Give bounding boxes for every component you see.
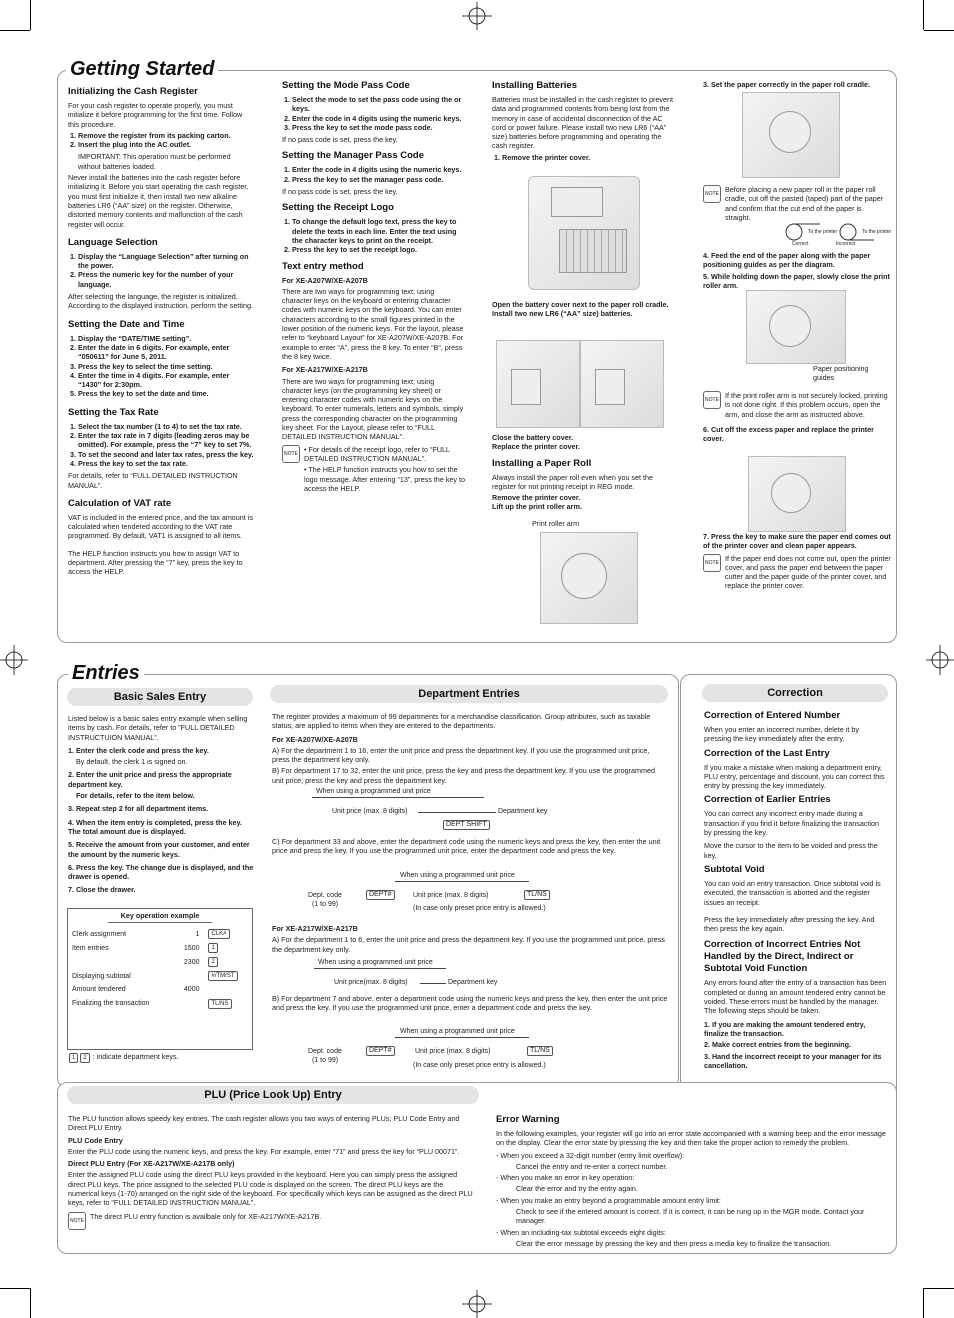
- paper-roll-step: Remove the printer cover.: [492, 493, 581, 503]
- total-key: TL/NS: [524, 890, 550, 900]
- key-example-label: Item entries: [72, 944, 109, 952]
- basic-step: 2. Enter the unit price and press the appropriate department key.: [68, 770, 232, 789]
- key-example-row: [68, 927, 252, 941]
- lang-after: After selecting the language, the register is initialized. According to the displayed instruction, perform the setting.: [68, 292, 253, 311]
- diagram-dept-code: Dept. code: [308, 1048, 342, 1055]
- text-entry-para: There are two ways for programming text; using character keys on the keyboard or entering character codes with numeric keys on the keyboard. You can enter characters according to the small figures printed in the lower position of the numeric keys. For the layout, please refer to “keyboard Layout” for XE-A207W/XE-A207B. For example to enter “A”, press the 8 key. To enter “B”, press the 8 key twice.: [282, 286, 464, 361]
- init-text: For your cash register to operate properly, you must initialize it before programming for the first time. Follow this procedure.: [68, 101, 243, 129]
- correction-text: Press the key immediately after pressing the key. And then press the key again.: [704, 914, 875, 934]
- key-example-label: Clerk assignment: [72, 930, 127, 938]
- department-217: [272, 924, 668, 956]
- paper-roll: [769, 305, 811, 347]
- battery-text: Batteries must be installed in the cash register to prevent data and programmed contents from being lost from the memory in case of accidental disconnection of the AC cord or power failure. Please install two new LR6 (“AA” size) batteries before programming and operating the cash register.: [492, 95, 673, 151]
- total-key: TL/NS: [208, 999, 231, 1009]
- battery-heading: Installing Batteries: [492, 80, 577, 91]
- correction-text: If you make a mistake when making a department entry, PLU entry, percentage and discount, you can correct this entry by pressing the key immediately.: [704, 762, 885, 791]
- logo-step: 2. Press the key to set the receipt logo.: [292, 245, 466, 254]
- printer-cover: [551, 187, 603, 217]
- dept-key-footnote: [68, 1052, 179, 1063]
- error-case-text: When you make an error in key operation:: [500, 1173, 635, 1183]
- basic-sales-column: [68, 714, 254, 897]
- keyboard: [559, 229, 627, 273]
- battery-step: 1. Remove the printer cover.: [502, 153, 676, 162]
- paper-roll: [771, 473, 811, 513]
- gs-col4-step7: [703, 532, 891, 596]
- entries-title: Entries: [68, 662, 144, 684]
- dept-hash-key: DEPT#: [366, 890, 395, 900]
- key-example-label: Finalizing the transaction: [72, 999, 150, 1007]
- diagram-dept-code: Dept. code: [308, 892, 342, 899]
- paper-roll-cradle-illustration: [742, 92, 840, 178]
- dept-intro: The register provides a maximum of 99 departments for a merchandise classification. Group attributes, such as taxable status, are applied to items when they are entered to the departments.: [272, 712, 651, 731]
- key-example-value: 1500: [183, 944, 200, 952]
- key-example-row: [68, 941, 252, 955]
- error-remedy: Clear the error and try the entry again.: [516, 1184, 638, 1194]
- key-example-value: 4000: [183, 986, 200, 994]
- gs-column-2: [282, 80, 466, 498]
- diagram-unit-price: Unit price(max. 8 digits): [334, 979, 408, 986]
- key-example-row: [68, 997, 252, 1011]
- diagram-range: (1 to 99): [312, 901, 339, 908]
- paper-guides-label: Paper positioning guides: [813, 364, 869, 383]
- key-example-value: 1: [195, 930, 200, 938]
- text-entry-sub: For XE-A207W/XE-A207B: [282, 275, 368, 285]
- gs-column-3: [492, 80, 676, 165]
- key-example-row: [68, 969, 252, 983]
- to-printer-label: To the printer: [808, 229, 838, 235]
- mgr-step: 1. Enter the code in 4 digits using the numeric keys.: [292, 165, 466, 174]
- paper-roll-text: Always install the paper roll even when you set the register for not printing receipt in REG mode.: [492, 472, 654, 491]
- diagram-arrow: [420, 983, 446, 984]
- plu-heading: Direct PLU Entry (For XE-A217W/XE-A217B only): [68, 1159, 235, 1169]
- error-case: - When you make an entry beyond a programmable amount entry limit:: [496, 1195, 721, 1205]
- basic-step: 4. When the item entry is completed, press the key. The total amount due is displayed.: [68, 817, 243, 836]
- key-example-value: [174, 969, 203, 983]
- correction-step: 3. Hand the incorrect receipt to your manager for its cancellation.: [704, 1051, 882, 1070]
- diagram-caption: When using a programmed unit price: [316, 788, 431, 795]
- dept-shift-key: DEPT SHIFT: [443, 820, 490, 830]
- mode-step: 2. Enter the code in 4 digits using the numeric keys.: [292, 114, 466, 123]
- error-case: - When you make an error in key operation:: [496, 1173, 635, 1183]
- battery-illustration-1: [496, 340, 580, 428]
- correction-text: Any errors found after the entry of a transaction has been completed or during an amount tendered entry cannot be voided. These errors must be handled by the manager. The following steps should be taken.: [704, 978, 887, 1016]
- dept-sub: For XE-A207W/XE-A207B: [272, 734, 358, 744]
- date-step: 2. Enter the date in 6 digits. For example, enter “050611” for June 5, 2011.: [78, 343, 254, 362]
- diagram-dept-key: Department key: [498, 808, 548, 815]
- gs-col4-note1: [703, 182, 889, 227]
- dept-para: B) For department 17 to 32, enter the unit price, press the key and press the department key. If you use the programmed unit price, press the key and press the department key.: [272, 766, 656, 785]
- gs-col4-step3: 3. Set the paper correctly in the paper roll cradle.: [703, 80, 870, 89]
- paper-step: 4. Feed the end of the paper along with the paper positioning guides as per the diagram.: [703, 251, 871, 270]
- error-warning-column: [496, 1114, 888, 1250]
- mode-step: 3. Press the key to set the mode pass code.: [292, 123, 466, 132]
- gs-col4-note2: [703, 388, 889, 445]
- crop-mark: [924, 1288, 954, 1289]
- diagram-preset-note: (In case only preset price entry is allowed.): [413, 905, 546, 912]
- battery-step: Open the battery cover next to the paper roll cradle.: [492, 300, 669, 309]
- vat-help: The HELP function instructs you how to assign VAT to department. After pressing the “7” key, press the key to access the HELP.: [68, 548, 243, 577]
- paper-step: 6. Cut off the excess paper and replace the printer cover.: [703, 424, 874, 444]
- note-text: If the paper end does not come out, open the printer cover, and pass the paper end between the paper cutter and the paper guide of the printer cover, and replace the printer cover.: [725, 553, 891, 591]
- tax-step: 2. Enter the tax rate in 7 digits (leading zeros may be omitted). For example, press the “7” key to set 7%.: [78, 431, 254, 450]
- correction-step: 2. Make correct entries from the beginning.: [704, 1040, 851, 1050]
- gs-col4-steps45: [703, 251, 891, 292]
- date-step: 5. Press the key to set the date and time.: [78, 389, 254, 398]
- tax-step: 1. Select the tax number (1 to 4) to set the tax rate.: [78, 422, 254, 431]
- registration-mark-top: [462, 2, 492, 30]
- diagram-line: [314, 968, 446, 969]
- basic-step: 3. Repeat step 2 for all department items.: [68, 804, 209, 814]
- lang-heading: Language Selection: [68, 236, 158, 248]
- mode-heading: Setting the Mode Pass Code: [282, 80, 410, 91]
- note-icon: NOTE: [282, 445, 300, 463]
- diagram-arrow: [418, 812, 496, 813]
- tax-heading: Setting the Tax Rate: [68, 406, 159, 418]
- dept-key-2: 2: [208, 957, 217, 967]
- error-remedy: Check to see if the entered amount is correct. If it is correct, it can be rung up in the MGR mode. Contact your manager.: [516, 1207, 865, 1226]
- error-remedy: Clear the error message by pressing the key and then press a media key to finalize the transaction.: [516, 1238, 832, 1248]
- key-example-title: Key operation example: [108, 911, 212, 923]
- diagram-unit-price: Unit price (max. 8 digits): [415, 1048, 491, 1055]
- department-c: [272, 837, 668, 858]
- crop-mark: [30, 1288, 31, 1318]
- gs-column-1: [68, 86, 254, 579]
- to-printer-label: To the printer: [862, 229, 892, 235]
- date-step: 3. Press the key to select the time setting.: [78, 362, 254, 371]
- register-illustration: [528, 176, 640, 290]
- paper-roll: [561, 553, 607, 599]
- init-after: Never install the batteries into the cash register before initializing it. Before you start operating the cash register, you must first initialize it, then install two new alkaline batteries LR6 (“AA” size) on the register. Otherwise, distorted memory contents and malfunction of the cash register will occur.: [68, 173, 249, 229]
- note-text: If the print roller arm is not securely locked, printing is not done right. If this problem occurs, open the arm, and close the arm as instructed above.: [725, 391, 888, 419]
- error-case-text: When you make an entry beyond a programmable amount entry limit:: [500, 1195, 721, 1205]
- plu-column: [68, 1114, 474, 1233]
- battery-step: Install two new LR6 (“AA” size) batteries.: [492, 309, 633, 319]
- paper-step: 5. While holding down the paper, slowly close the print roller arm.: [703, 271, 890, 290]
- clk-key: CLK#: [208, 929, 229, 939]
- basic-step-note: By default, the clerk 1 is signed on.: [76, 757, 188, 767]
- correction-text: When you enter an incorrect number, delete it by pressing the key immediately after the entry.: [704, 725, 860, 744]
- key-example-label: [68, 955, 174, 969]
- paper-roll-heading: Installing a Paper Roll: [492, 457, 592, 469]
- correction-title: Correction: [702, 684, 888, 702]
- plu-title: PLU (Price Look Up) Entry: [67, 1086, 479, 1104]
- diagram-dept-key: Department key: [448, 979, 498, 986]
- key-example-label: Displaying subtotal: [72, 972, 131, 980]
- note-text: Before placing a new paper roll in the paper roll cradle, cut off the pasted (taped) part of the paper and confirm that the cut end of the paper is straight.: [725, 185, 884, 222]
- basic-intro: Listed below is a basic sales entry example when selling items by cash. For details, refer to “FULL DETAILED INSTRUCTUION MANUAL”.: [68, 714, 248, 742]
- basic-step: 1. Enter the clerk code and press the key.: [68, 745, 209, 755]
- key-example-row: [68, 983, 252, 996]
- plu-intro: The PLU function allows speedy key entries. The cash register allows you two ways of entering PLUs; PLU Code Entry and Direct PLU Entry.: [68, 1114, 460, 1133]
- init-step: 2. Insert the plug into the AC outlet.: [78, 140, 254, 149]
- correct-label: Correct: [792, 241, 809, 247]
- diagram-caption: When using a programmed unit price: [400, 872, 515, 879]
- battery-illustration-2: [580, 340, 664, 428]
- total-key: TL/NS: [527, 1046, 553, 1056]
- basic-sales-title: Basic Sales Entry: [67, 688, 253, 706]
- note-icon: NOTE: [68, 1212, 86, 1230]
- note-text: • For details of the receipt logo, refer to “FULL DETAILED INSTRUCTION MANUAL”.: [304, 444, 450, 463]
- text-entry-sub: For XE-A217W/XE-A217B: [282, 365, 368, 375]
- mgr-step: 2. Press the key to set the manager pass code.: [292, 175, 466, 184]
- getting-started-title: Getting Started: [66, 58, 218, 80]
- battery-step: Replace the printer cover.: [492, 442, 580, 452]
- mode-after: If no pass code is set, press the key.: [282, 135, 398, 145]
- registration-mark-right: [926, 645, 954, 675]
- print-roller-illustration: [540, 532, 638, 624]
- mode-step: 1. Select the mode to set the pass code using the or keys.: [292, 95, 466, 114]
- mgr-heading: Setting the Manager Pass Code: [282, 150, 425, 162]
- key-example-row: [68, 955, 252, 969]
- subtotal-key: #/TM/ST: [208, 971, 237, 981]
- paper-guides-illustration: [746, 290, 846, 364]
- error-case: - When you exceed a 32-digit number (entry limit overflow):: [496, 1150, 685, 1160]
- battery-step: Close the battery cover.: [492, 433, 574, 442]
- vat-text: VAT is included in the entered price, and the tax amount is calculated when tendered according to the VAT rate programmed. By default, VAT1 is assigned to all items.: [68, 512, 253, 541]
- init-important: IMPORTANT: This operation must be performed without batteries loaded.: [78, 152, 231, 171]
- date-heading: Setting the Date and Time: [68, 318, 185, 330]
- correction-text: Move the cursor to the item to be voided and press the key.: [704, 841, 878, 860]
- note-text: • The HELP function instructs you how to set the logo message. After entering “13”, press the key to access the HELP.: [304, 465, 466, 493]
- error-heading: Error Warning: [496, 1114, 560, 1125]
- dept-key-1: 1: [208, 943, 217, 953]
- diagram-preset-note: (In case only preset price entry is allowed.): [413, 1062, 546, 1069]
- dept-para: A) For the department 1 to 6, enter the unit price and press the department key. If you use the programmed unit price, press the department key only.: [272, 935, 665, 954]
- note-icon: NOTE: [703, 391, 721, 409]
- department-entries-title: Department Entries: [270, 685, 668, 703]
- basic-step-note: For details, refer to the item below.: [76, 791, 195, 801]
- gs-column-3b: [492, 300, 676, 322]
- note-icon: NOTE: [703, 554, 721, 572]
- dept-para: C) For department 33 and above, enter the department code using the numeric keys and press the key, then enter the unit price and press the key. If you use the programmed unit price, enter the department code and press the key.: [272, 837, 661, 856]
- mgr-after: If no pass code is set, press the key.: [282, 187, 398, 197]
- date-step: 1. Display the “DATE/TIME setting”.: [78, 334, 254, 343]
- paper-roll-step: Lift up the print roller arm.: [492, 502, 582, 512]
- key-example-value: [174, 997, 203, 1011]
- init-step: 1. Remove the register from its packing carton.: [78, 131, 254, 140]
- date-step: 4. Enter the time in 4 digits. For example, enter “1430” for 2:30pm.: [78, 371, 254, 390]
- crop-mark: [30, 0, 31, 30]
- basic-step: 5. Receive the amount from your customer, and enter the amount by the numeric keys.: [68, 840, 250, 859]
- dept-key-1: 1: [69, 1053, 78, 1063]
- crop-mark: [0, 1288, 30, 1289]
- correction-column: [704, 710, 888, 1072]
- registration-mark-bottom: [462, 1290, 492, 1318]
- correction-text: You can void an entry transaction. Once subtotal void is executed, the transaction is aborted and the register issues an receipt.: [704, 878, 881, 907]
- vat-heading: Calculation of VAT rate: [68, 497, 172, 509]
- plu-heading: PLU Code Entry: [68, 1135, 123, 1145]
- gs-column-3c: [492, 433, 676, 515]
- footnote-text: : indicate department keys.: [92, 1052, 179, 1061]
- dept-para: A) For the department 1 to 16, enter the unit price and press the department key. If you use the programmed unit price, press the department key only.: [272, 745, 650, 765]
- key-example-value: 2300: [183, 958, 200, 966]
- crop-mark: [923, 0, 924, 30]
- diagram-unit-price: Unit price (max. 8 digits): [413, 892, 489, 899]
- dept-key-2: 2: [80, 1053, 89, 1063]
- paper-step: 7. Press the key to make sure the paper end comes out of the printer cover and clean paper appears.: [703, 532, 891, 551]
- department-b2: [272, 994, 668, 1015]
- tax-step: 3. To set the second and later tax rates, press the key.: [78, 450, 254, 459]
- key-example-label: Amount tendered: [72, 986, 126, 994]
- diagram-line: [312, 797, 484, 798]
- incorrect-label: Incorrect: [836, 241, 856, 247]
- text-entry-heading: Text entry method: [282, 260, 364, 272]
- logo-step: 1. To change the default logo text, press the key to delete the texts in each line. Enter the text using the character keys to print on the receipt.: [292, 217, 466, 245]
- correction-heading: Correction of the Last Entry: [704, 747, 830, 759]
- paper-roll: [769, 111, 811, 153]
- lang-step: 1. Display the “Language Selection” after turning on the power.: [78, 252, 254, 271]
- diagram-unit-price: Unit price (max. 8 digits): [332, 808, 408, 815]
- department-column: [272, 712, 668, 787]
- crop-mark: [923, 1288, 924, 1318]
- correction-heading: Subtotal Void: [704, 863, 765, 875]
- registration-mark-left: [0, 645, 28, 675]
- diagram-line: [395, 881, 529, 882]
- crop-mark: [0, 30, 30, 31]
- diagram-line: [395, 1037, 529, 1038]
- cut-paper-illustration: [748, 456, 846, 532]
- plu-text: Enter the PLU code using the numeric keys, and press the key. For example, enter “71” and press the key for “PLU 00071”.: [68, 1146, 460, 1156]
- error-case-text: When you exceed a 32-digit number (entry limit overflow):: [500, 1150, 685, 1160]
- print-roller-arm-label: Print roller arm: [532, 519, 580, 528]
- tax-step: 4. Press the key to set the tax rate.: [78, 459, 254, 468]
- error-intro: In the following examples, your register will go into an error state accompanied with a warning beep and the error message on the display. Clear the error state by pressing the key and then take the proper action to remedy the problem.: [496, 1129, 886, 1148]
- note-block: [282, 445, 466, 495]
- error-remedy: Cancel the entry and re-enter a correct number.: [516, 1161, 668, 1171]
- tax-after: For details, refer to “FULL DETAILED INSTRUCTION MANUAL”.: [68, 471, 238, 490]
- basic-step: 7. Close the drawer.: [68, 885, 136, 895]
- logo-heading: Setting the Receipt Logo: [282, 202, 394, 214]
- basic-step: 6. Press the key. The change due is displayed, and the drawer is opened.: [68, 862, 254, 882]
- correction-heading: Correction of Earlier Entries: [704, 794, 831, 806]
- correction-text: You can correct any incorrect entry made during a transaction if you find it before finalizing the transaction by pressing the key.: [704, 809, 879, 838]
- correction-heading: Correction of Entered Number: [704, 710, 841, 721]
- plu-text: Enter the assigned PLU code using the direct PLU keys provided in the keyboard. Here you can simply press the assigned direct PLU keys. The price assigned to the selected PLU code is displayed on the screen. The direct PLU keys are the numerical keys (1-70) arranged on the right side of the keyboard. For specifically which keys can be assigned as the direct PLU keys, refer to “FULL DETAILED INSTRUCTION MANUAL”.: [68, 1170, 473, 1208]
- init-heading: Initializing the Cash Register: [68, 86, 198, 97]
- crop-mark: [924, 30, 954, 31]
- correction-heading: Correction of Incorrect Entries Not Handled by the Direct, Indirect or Subtotal Void Function: [704, 939, 861, 975]
- error-case: - When an including-tax subtotal exceeds eight digits:: [496, 1227, 666, 1237]
- diagram-caption: When using a programmed unit price: [400, 1028, 515, 1035]
- key-operation-example: [67, 908, 253, 1050]
- note-icon: NOTE: [703, 185, 721, 203]
- key-example-key: [203, 983, 252, 996]
- text-entry-para: There are two ways for programming text; using character keys (on the programming key sheet) or entering character codes with numeric keys on the keyboard. To enter numerals, letters and symbols, simply press the corresponding character on the programming key sheet. For the Layout, please refer to “FULL DETAILED INSTRUCTION MANUAL”.: [282, 376, 464, 442]
- battery-compartment: [595, 369, 625, 405]
- key-example-table: [68, 927, 252, 1010]
- dept-sub: For XE-A217W/XE-A217B: [272, 924, 358, 933]
- error-case-text: When an including-tax subtotal exceeds eight digits:: [500, 1227, 666, 1237]
- lang-step: 2. Press the numeric key for the number of your language.: [78, 270, 254, 289]
- dept-hash-key: DEPT#: [366, 1046, 395, 1056]
- diagram-caption: When using a programmed unit price: [318, 959, 433, 966]
- diagram-range: (1 to 99): [312, 1057, 339, 1064]
- note-text: The direct PLU entry function is availbale only for XE-A217W/XE-A217B.: [90, 1211, 322, 1221]
- correction-step: 1. If you are making the amount tendered entry, finalize the transaction.: [704, 1019, 866, 1038]
- dept-para: B) For department 7 and above, enter a department code using the numeric keys and press the key, then enter the unit price and press the key. If you use the programmed unit price, enter a department code and press the key.: [272, 994, 668, 1013]
- battery-compartment: [511, 369, 541, 405]
